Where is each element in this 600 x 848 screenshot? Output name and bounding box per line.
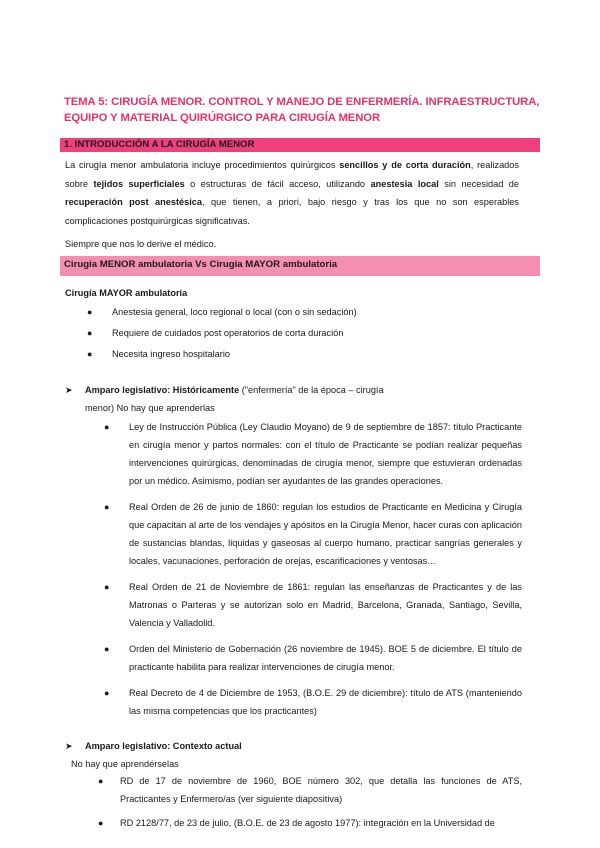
list-item: ● Real Decreto de 4 de Diciembre de 1953, (B.O.E. 29 de diciembre): título de ATS (manteniendo las misma competencias que los practicantes) bbox=[104, 684, 522, 720]
derive-note: Siempre que nos lo derive el médico. bbox=[65, 239, 217, 249]
intro-paragraph: La cirugía menor ambulatoria incluye procedimientos quirúrgicos sencillos y de corta duración, realizados sobre tejidos superficiales o estructuras de fácil acceso, utilizando anestesia local sin necesidad de recuperación post anestésica, que tienen, a priori, bajo riesgo y tras los que no son esperables complicaciones postquirúrgicas significativas. bbox=[65, 160, 520, 226]
list-item: ● Real Orden de 21 de Noviembre de 1861: regulan las enseñanzas de Practicantes y de las Matronas o Parteras y se autorizan solo en Madrid, Barcelona, Granada, Santiago, Sevilla, Valencia y Valladolid. bbox=[104, 578, 522, 632]
bullet-dot-icon: ● bbox=[104, 582, 110, 592]
mayor-heading: Cirugía MAYOR ambulatoria bbox=[65, 288, 188, 298]
title-line-1: TEMA 5: CIRUGÍA MENOR. CONTROL Y MANEJO DE ENFERMERÍA. INFRAESTRUCTURA, bbox=[64, 96, 540, 108]
bullet-dot-icon: ● bbox=[104, 502, 110, 512]
list-item: ● Requiere de cuidados post operatorios de corta duración bbox=[87, 324, 527, 342]
arrow-bullet-icon: ➤ bbox=[65, 385, 73, 395]
bullet-dot-icon: ● bbox=[104, 422, 110, 432]
list-item: ● Necesita ingreso hospitalario bbox=[87, 345, 527, 363]
amparo-actual: ➤ Amparo legislativo: Contexto actual No hay que aprendérselas bbox=[65, 737, 495, 773]
page-title bbox=[64, 94, 544, 126]
title-line-2: EQUIPO Y MATERIAL QUIRÚRGICO PARA CIRUGÍA MENOR bbox=[64, 112, 381, 124]
mayor-list bbox=[87, 303, 527, 363]
bullet-dot-icon: ● bbox=[87, 307, 93, 317]
arrow-bullet-icon: ➤ bbox=[65, 741, 73, 751]
historic-list bbox=[104, 418, 522, 720]
amparo-historico: ➤ Amparo legislativo: Históricamente ("enfermería" de la época – cirugía menor) No hay que aprenderlas bbox=[65, 381, 435, 417]
list-item: ● Ley de Instrucción Pública (Ley Claudio Moyano) de 9 de septiembre de 1857: título Practicante en cirugía menor y partos normales: con el título de Practicante se podían realizar pequeñas intervenciones quirúrgicas, denominadas de cirugía menor, siempre que estuvieran ordenadas por un médico. Asimismo, podían ser ayudantes de las grandes operaciones. bbox=[104, 418, 522, 490]
bullet-dot-icon: ● bbox=[104, 644, 110, 654]
section-heading-intro: 1. INTRODUCCIÓN A LA CIRUGÍA MENOR bbox=[60, 138, 540, 152]
list-item: ● Orden del Ministerio de Gobernación (26 noviembre de 1945). BOE 5 de diciembre. El título de practicante habilita para realizar intervenciones de cirugía menor. bbox=[104, 640, 522, 676]
bullet-dot-icon: ● bbox=[104, 688, 110, 698]
list-item: ● Real Orden de 26 de junio de 1860: regulan los estudios de Practicante en Medicina y Cirugía que capacitan al arte de los vendajes y apósitos en la Cirugía Menor, hacer curas con aplicación de sustancias blandas, liquidas y gaseosas al cuerpo humano, practicar sangrías generales y locales, vacunaciones, perforación de orejas, escarificaciones y ventosas… bbox=[104, 498, 522, 570]
list-item: ● Anestesia general, loco regional o local (con o sin sedación) bbox=[87, 303, 527, 321]
bullet-dot-icon: ● bbox=[98, 776, 104, 786]
section-heading-comparison: Cirugía MENOR ambulatoria Vs Cirugía MAYOR ambulatoria bbox=[60, 256, 540, 276]
current-list bbox=[98, 772, 522, 832]
bullet-dot-icon: ● bbox=[87, 349, 93, 359]
list-item: ● RD de 17 de noviembre de 1960, BOE número 302, que detalla las funciones de ATS, Practicantes y Enfermero/as (ver siguiente diapositiva) bbox=[98, 772, 522, 808]
bullet-dot-icon: ● bbox=[98, 818, 104, 828]
list-item: ● RD 2128/77, de 23 de julio, (B.O.E. de 23 de agosto 1977): integración en la Universidad de bbox=[98, 814, 522, 832]
bullet-dot-icon: ● bbox=[87, 328, 93, 338]
